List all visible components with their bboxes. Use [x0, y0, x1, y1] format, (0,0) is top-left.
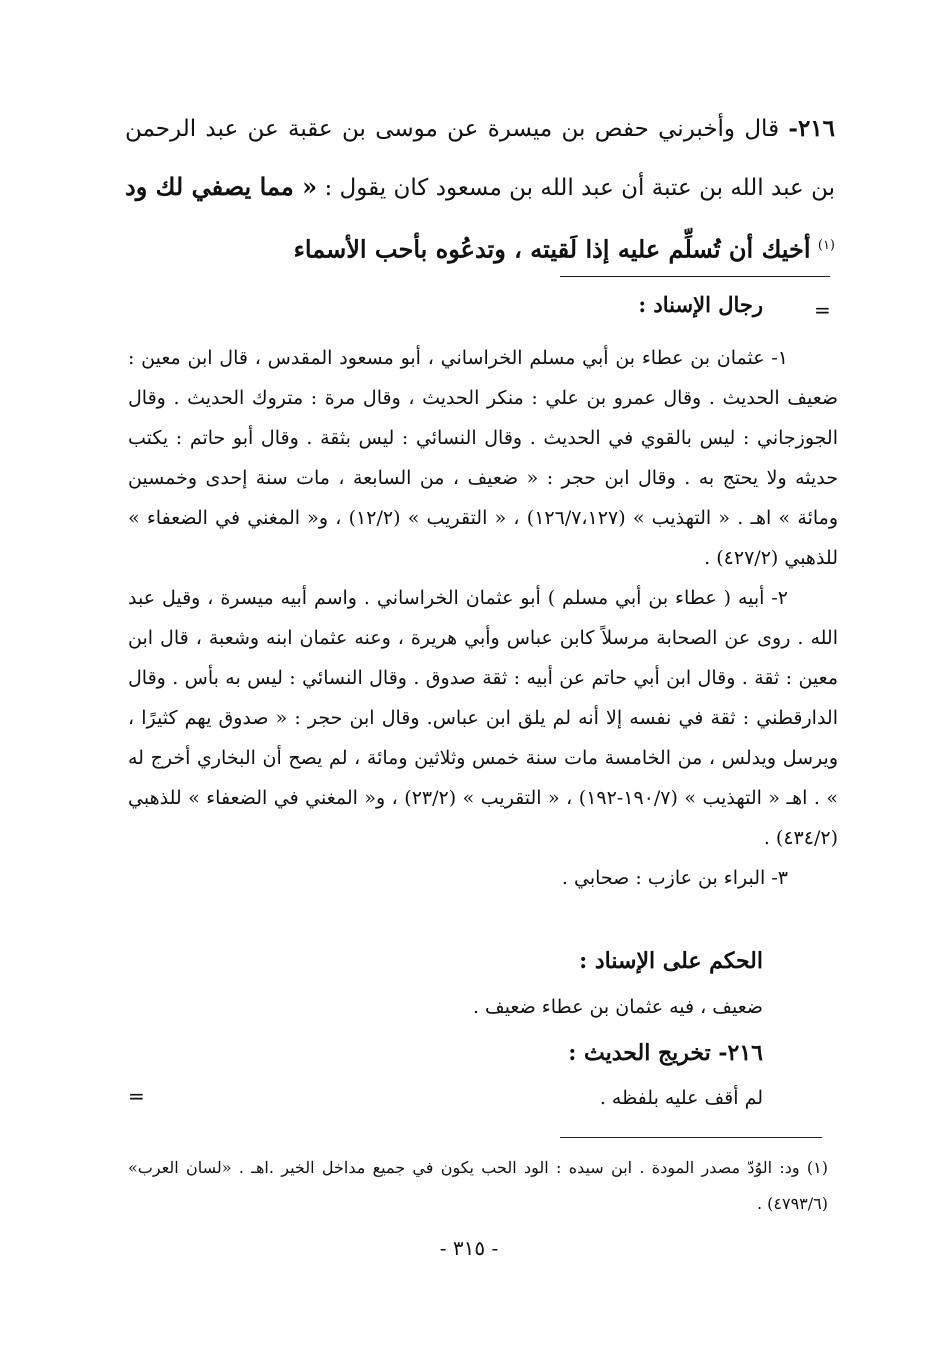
hadith-text	[125, 100, 835, 280]
footnote-reference: (١)	[817, 238, 835, 253]
hukm-text: ضعيف ، فيه عثمان بن عطاء ضعيف .	[472, 996, 763, 1018]
hadith-number: ٢١٦-	[788, 115, 836, 142]
page-number: - ٣١٥ -	[439, 1236, 499, 1260]
continuation-mark-bottom: =	[128, 1084, 145, 1108]
hadith-isnad: قال وأخبرني حفص بن ميسرة عن موسى بن عقبة عن عبد الرحمن بن عبد الله بن عتبة أن عبد الله بن مسعود كان يقول :	[125, 116, 836, 201]
narrator-2: ٢- أبيه ( عطاء بن أبي مسلم ) أبو عثمان الخراساني . واسم أبيه ميسرة ، وقيل عبد الله . روى عن الصحابة مرسلاً كابن عباس وأبي هريرة ، وعنه عثمان ابنه وشعبة ، قال ابن معين : ثقة . وقال ابن أبي حاتم عن أبيه : ثقة صدوق . وقال النسائي : ليس به بأس . وقال الدارقطني : ثقة في نفسه إلا أنه لم يلق ابن عباس. وقال ابن حجر : « صدوق يهم كثيرًا ، ويرسل ويدلس ، من الخامسة مات سنة خمس وثلاثين ومائة ، لم يصح أن البخاري أخرج له » . اهـ « التهذيب » (١٩٠/٧-١٩٢) ، « التقريب » (٢٣/٢) ، و« المغني في الضعفاء » للذهبي (٤٣٤/٢) .	[128, 587, 839, 849]
separator-line-footnote	[560, 1137, 822, 1138]
hadith-matn-part-1: « مما يصفي لك ود	[125, 172, 318, 201]
separator-line-top	[560, 276, 830, 277]
hadith-matn-part-2: أخيك أن تُسلِّم عليه إذا لَقيته ، وتدعُوه بأحب الأسماء	[293, 234, 811, 264]
footnote: (١) ود: الوُدّ مصدر المودة . ابن سيده : الود الحب يكون في جميع مداخل الخير .اهـ . «لسان العرب» (٤٧٩٣/٦) .	[128, 1158, 829, 1213]
takhrij-text: لم أقف عليه بلفظه .	[599, 1087, 763, 1109]
rijal-section	[128, 338, 838, 898]
section-title-rijal: رجال الإسناد :	[638, 292, 763, 317]
section-title-hukm: الحكم على الإسناد :	[579, 948, 763, 974]
narrator-1: ١- عثمان بن عطاء بن أبي مسلم الخراساني ، أبو مسعود المقدس ، قال ابن معين : ضعيف الحديث . وقال عمرو بن علي : منكر الحديث ، وقال مرة : متروك الحديث . وقال الجوزجاني : ليس بالقوي في الحديث . وقال النسائي : ليس بثقة . وقال أبو حاتم : يكتب حديثه ولا يحتج به . وقال ابن حجر : « ضعيف ، من السابعة ، مات سنة إحدى وخمسين ومائة » اهـ . « التهذيب » (١٢٦/٧،١٢٧) ، « التقريب » (١٢/٢) ، و« المغني في الضعفاء » للذهبي (٤٢٧/٢) .	[128, 347, 838, 569]
narrator-3: ٣- البراء بن عازب : صحابي .	[561, 867, 788, 889]
continuation-mark: =	[814, 298, 831, 322]
section-title-takhrij: ٢١٦- تخريج الحديث :	[568, 1040, 763, 1066]
